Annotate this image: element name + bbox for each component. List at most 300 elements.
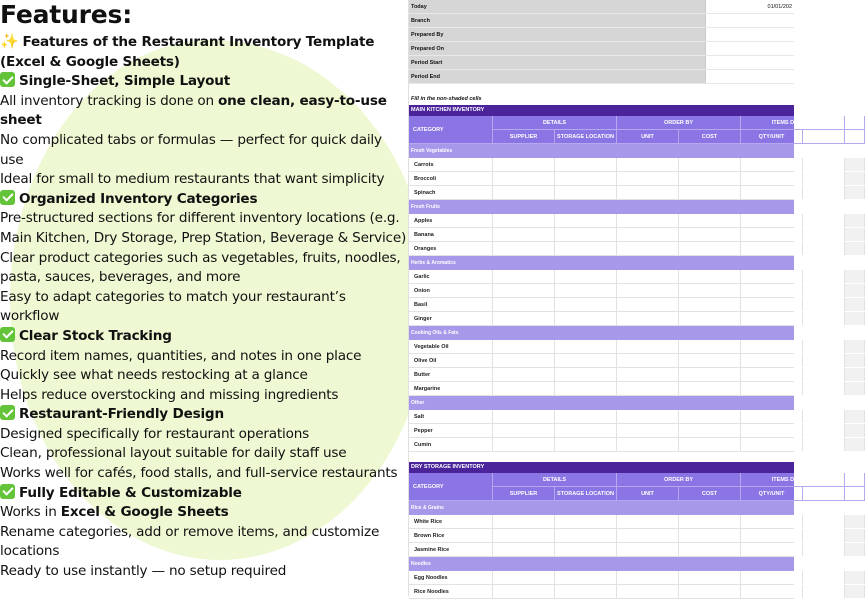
feature-list [0, 32, 408, 582]
edge-cell [845, 172, 865, 185]
feature-text: Helps reduce overstocking and missing ingredients [0, 386, 339, 403]
item-name-cell[interactable]: Vegetable Oil [409, 340, 493, 353]
input-cell[interactable] [493, 340, 555, 353]
input-cell[interactable] [617, 354, 679, 367]
input-cell[interactable] [555, 298, 617, 311]
input-cell[interactable] [741, 284, 803, 297]
inventory-sections [409, 105, 837, 599]
input-cell[interactable] [493, 228, 555, 241]
feature-text: Quickly see what needs restocking at a glance [0, 367, 308, 384]
input-cell[interactable] [555, 242, 617, 255]
feature-line [0, 425, 408, 445]
input-cell[interactable] [493, 585, 555, 598]
input-cell[interactable] [555, 312, 617, 325]
item-name-cell[interactable]: Brown Rice [409, 529, 493, 542]
input-cell[interactable] [493, 312, 555, 325]
header-details: DETAILS [493, 116, 617, 130]
edge-cell [845, 529, 865, 542]
feature-text: Rename categories, add or remove items, and customize locations [0, 523, 380, 560]
features-heading: Features: [0, 0, 133, 29]
table-row [409, 585, 794, 599]
feature-text: Ready to use instantly — no setup required [0, 563, 287, 580]
input-cell[interactable] [617, 571, 679, 584]
input-cell[interactable] [679, 340, 741, 353]
input-cell[interactable] [741, 242, 803, 255]
input-cell[interactable] [493, 270, 555, 283]
meta-row [409, 14, 794, 28]
input-cell[interactable] [617, 382, 679, 395]
input-cell[interactable] [555, 270, 617, 283]
category-row: Fresh Vegetables [409, 144, 794, 158]
input-cell[interactable] [493, 242, 555, 255]
item-name-cell[interactable]: Onion [409, 284, 493, 297]
input-cell[interactable] [555, 424, 617, 437]
input-cell[interactable] [617, 340, 679, 353]
feature-heading-text: Organized Inventory Categories [19, 190, 258, 207]
meta-value-cell[interactable] [705, 14, 794, 27]
item-name-cell[interactable]: Ginger [409, 312, 493, 325]
meta-row [409, 56, 794, 70]
feature-heading-text: Fully Editable & Customizable [19, 484, 242, 501]
feature-text: Easy to adapt categories to match your restaurant’s workflow [0, 288, 346, 325]
table-row [409, 354, 794, 368]
feature-line [0, 131, 408, 170]
input-cell[interactable] [803, 529, 845, 542]
feature-line [0, 444, 408, 464]
input-cell[interactable] [493, 284, 555, 297]
item-name-cell[interactable]: Broccoli [409, 172, 493, 185]
input-cell[interactable] [617, 312, 679, 325]
input-cell[interactable] [555, 158, 617, 171]
input-cell[interactable] [741, 515, 803, 528]
feature-heading-text: Restaurant-Friendly Design [19, 406, 224, 423]
input-cell[interactable] [803, 242, 845, 255]
table-row [409, 368, 794, 382]
input-cell[interactable] [493, 424, 555, 437]
item-name-cell[interactable]: Margarine [409, 382, 493, 395]
table-row [409, 186, 794, 200]
feature-line [0, 405, 408, 425]
header-order-by: ORDER BY [617, 473, 741, 487]
input-cell[interactable] [555, 571, 617, 584]
table-row [409, 172, 794, 186]
spreadsheet-preview [408, 0, 837, 596]
item-name-cell[interactable]: Apples [409, 214, 493, 227]
meta-row [409, 28, 794, 42]
feature-line [0, 386, 408, 406]
feature-line [0, 190, 408, 210]
check-icon [0, 327, 15, 342]
header-unit: UNIT [617, 130, 679, 144]
header-items-details: ITEMS DETAILS [741, 473, 845, 487]
feature-line [0, 288, 408, 327]
input-cell[interactable] [741, 340, 803, 353]
feature-text: Record item names, quantities, and notes in one place [0, 347, 362, 364]
meta-value-cell[interactable] [705, 28, 794, 41]
input-cell[interactable] [803, 382, 845, 395]
edge-cell [845, 438, 865, 451]
input-cell[interactable] [679, 382, 741, 395]
edge-cell [845, 368, 865, 381]
input-cell[interactable] [741, 270, 803, 283]
header-edge [845, 487, 865, 501]
feature-text: Works well for cafés, food stalls, and full-service restaurants [0, 465, 398, 482]
feature-line [0, 366, 408, 386]
input-cell[interactable] [679, 529, 741, 542]
feature-text: Designed specifically for restaurant operations [0, 425, 310, 442]
header-supplier: SUPPLIER [493, 130, 555, 144]
table-row [409, 228, 794, 242]
input-cell[interactable] [617, 410, 679, 423]
category-row: Herbs & Aromatics [409, 256, 794, 270]
input-cell[interactable] [679, 424, 741, 437]
feature-text: Ideal for small to medium restaurants that want simplicity [0, 171, 385, 188]
meta-label: Branch [409, 14, 705, 27]
input-cell[interactable] [741, 214, 803, 227]
input-cell[interactable] [493, 172, 555, 185]
feature-text: All inventory tracking is done on [0, 92, 219, 109]
input-cell[interactable] [741, 529, 803, 542]
edge-cell [845, 543, 865, 556]
header-items-details: ITEMS DETAILS [741, 116, 845, 130]
table-row [409, 284, 794, 298]
header-item-size: ITEM SIZE [803, 487, 845, 501]
feature-line [0, 327, 408, 347]
feature-line [0, 92, 408, 131]
meta-value-cell[interactable] [705, 56, 794, 69]
edge-cell [845, 284, 865, 297]
category-row: Cooking Oils & Fats [409, 326, 794, 340]
edge-cell [845, 228, 865, 241]
input-cell[interactable] [555, 368, 617, 381]
input-cell[interactable] [679, 438, 741, 451]
check-icon [0, 72, 15, 87]
edge-cell [845, 340, 865, 353]
table-row [409, 424, 794, 438]
input-cell[interactable] [493, 529, 555, 542]
feature-text: No complicated tabs or formulas — perfect for quick daily use [0, 131, 382, 168]
feature-text: Pre-structured sections for different inventory locations (e.g. Main Kitchen, Dry Storage, Prep Station, Beverage & Service) [0, 210, 407, 246]
input-cell[interactable] [493, 438, 555, 451]
check-icon [0, 190, 15, 205]
input-cell[interactable] [803, 424, 845, 437]
input-cell[interactable] [617, 529, 679, 542]
input-cell[interactable] [555, 340, 617, 353]
meta-block [409, 0, 794, 84]
feature-heading-text: Clear Stock Tracking [19, 327, 172, 344]
input-cell[interactable] [493, 354, 555, 367]
input-cell[interactable] [803, 158, 845, 171]
input-cell[interactable] [803, 585, 845, 598]
input-cell[interactable] [555, 284, 617, 297]
input-cell[interactable] [803, 172, 845, 185]
meta-row [409, 0, 794, 14]
header-cost: COST [679, 487, 741, 501]
item-name-cell[interactable]: Egg Noodles [409, 571, 493, 584]
input-cell[interactable] [555, 228, 617, 241]
table-row [409, 298, 794, 312]
edge-cell [845, 354, 865, 367]
item-name-cell[interactable]: Jasmine Rice [409, 543, 493, 556]
table-row [409, 543, 794, 557]
input-cell[interactable] [679, 284, 741, 297]
input-cell[interactable] [617, 172, 679, 185]
feature-line [0, 32, 408, 72]
input-cell[interactable] [741, 382, 803, 395]
input-cell[interactable] [741, 172, 803, 185]
input-cell[interactable] [741, 158, 803, 171]
item-name-cell[interactable]: Garlic [409, 270, 493, 283]
header-category: CATEGORY [409, 116, 493, 144]
input-cell[interactable] [741, 410, 803, 423]
item-name-cell[interactable]: Cumin [409, 438, 493, 451]
input-cell[interactable] [555, 186, 617, 199]
input-cell[interactable] [555, 585, 617, 598]
check-icon [0, 405, 15, 420]
input-cell[interactable] [741, 354, 803, 367]
item-name-cell[interactable]: Butter [409, 368, 493, 381]
input-cell[interactable] [617, 228, 679, 241]
meta-label: Prepared By [409, 28, 705, 41]
input-cell[interactable] [679, 270, 741, 283]
input-cell[interactable] [493, 186, 555, 199]
input-cell[interactable] [679, 585, 741, 598]
input-cell[interactable] [555, 354, 617, 367]
header-storage-location: STORAGE LOCATION [555, 487, 617, 501]
input-cell[interactable] [803, 312, 845, 325]
table-row [409, 438, 794, 452]
input-cell[interactable] [617, 186, 679, 199]
input-cell[interactable] [803, 410, 845, 423]
input-cell[interactable] [803, 228, 845, 241]
features-panel [0, 0, 408, 582]
feature-line [0, 523, 408, 562]
edge-cell [845, 424, 865, 437]
input-cell[interactable] [741, 424, 803, 437]
feature-text: Clean, professional layout suitable for daily staff use [0, 445, 347, 462]
input-cell[interactable] [555, 438, 617, 451]
input-cell[interactable] [679, 571, 741, 584]
item-name-cell[interactable]: Salt [409, 410, 493, 423]
input-cell[interactable] [617, 284, 679, 297]
edge-cell [845, 585, 865, 598]
input-cell[interactable] [617, 158, 679, 171]
check-icon [0, 484, 15, 499]
input-cell[interactable] [679, 410, 741, 423]
input-cell[interactable] [679, 228, 741, 241]
feature-line [0, 484, 408, 504]
input-cell[interactable] [617, 270, 679, 283]
input-cell[interactable] [679, 543, 741, 556]
input-cell[interactable] [803, 515, 845, 528]
feature-bold-text: Excel & Google Sheets [60, 504, 229, 521]
item-name-cell[interactable]: Basil [409, 298, 493, 311]
input-cell[interactable] [741, 228, 803, 241]
input-cell[interactable] [679, 158, 741, 171]
header-edge [845, 116, 865, 130]
feature-heading-text: Single-Sheet, Simple Layout [19, 73, 231, 90]
input-cell[interactable] [555, 543, 617, 556]
edge-cell [845, 298, 865, 311]
edge-cell [845, 242, 865, 255]
input-cell[interactable] [679, 312, 741, 325]
input-cell[interactable] [679, 172, 741, 185]
meta-label: Period End [409, 70, 705, 83]
item-name-cell[interactable]: Oranges [409, 242, 493, 255]
feature-text: Clear product categories such as vegetables, fruits, noodles, pasta, sauces, beverages, and more [0, 249, 401, 286]
input-cell[interactable] [493, 298, 555, 311]
input-cell[interactable] [803, 354, 845, 367]
input-cell[interactable] [741, 368, 803, 381]
input-cell[interactable] [493, 158, 555, 171]
table-header [409, 116, 837, 144]
input-cell[interactable] [803, 186, 845, 199]
input-cell[interactable] [493, 543, 555, 556]
meta-value-cell[interactable]: 01/01/202 [705, 0, 794, 13]
table-row [409, 214, 794, 228]
edge-cell [845, 312, 865, 325]
table-row [409, 382, 794, 396]
input-cell[interactable] [555, 172, 617, 185]
category-row: Fresh Fruits [409, 200, 794, 214]
feature-bold-text: one clean, easy-to-use sheet [0, 92, 387, 129]
input-cell[interactable] [493, 382, 555, 395]
table-row [409, 340, 794, 354]
input-cell[interactable] [803, 368, 845, 381]
input-cell[interactable] [679, 354, 741, 367]
edge-cell [845, 158, 865, 171]
feature-line [0, 249, 408, 288]
input-cell[interactable] [741, 186, 803, 199]
fill-hint: Fill in the non-shaded cells [411, 96, 482, 102]
input-cell[interactable] [803, 340, 845, 353]
input-cell[interactable] [803, 214, 845, 227]
item-name-cell[interactable]: Pepper [409, 424, 493, 437]
table-row [409, 515, 794, 529]
input-cell[interactable] [617, 438, 679, 451]
input-cell[interactable] [679, 515, 741, 528]
meta-label: Today [409, 0, 705, 13]
header-unit: UNIT [617, 487, 679, 501]
input-cell[interactable] [617, 515, 679, 528]
table-row [409, 242, 794, 256]
input-cell[interactable] [617, 543, 679, 556]
edge-cell [845, 186, 865, 199]
header-qty-unit: QTY/UNIT [741, 487, 803, 501]
meta-row [409, 70, 794, 84]
item-name-cell[interactable]: Banana [409, 228, 493, 241]
table-row [409, 158, 794, 172]
meta-label: Prepared On [409, 42, 705, 55]
table-row [409, 529, 794, 543]
input-cell[interactable] [555, 382, 617, 395]
feature-line [0, 72, 408, 92]
edge-cell [845, 571, 865, 584]
input-cell[interactable] [741, 438, 803, 451]
edge-cell [845, 410, 865, 423]
table-row [409, 270, 794, 284]
input-cell[interactable] [493, 515, 555, 528]
meta-value-cell[interactable] [705, 42, 794, 55]
header-cost: COST [679, 130, 741, 144]
category-row: Rice & Grains [409, 501, 794, 515]
sparkle-icon: ✨ [0, 32, 19, 50]
table-header [409, 473, 837, 501]
input-cell[interactable] [617, 585, 679, 598]
input-cell[interactable] [741, 298, 803, 311]
header-qty-unit: QTY/UNIT [741, 130, 803, 144]
input-cell[interactable] [679, 368, 741, 381]
meta-label: Period Start [409, 56, 705, 69]
header-supplier: SUPPLIER [493, 487, 555, 501]
header-storage-location: STORAGE LOCATION [555, 130, 617, 144]
input-cell[interactable] [493, 214, 555, 227]
input-cell[interactable] [617, 298, 679, 311]
edge-cell [845, 382, 865, 395]
header-order-by: ORDER BY [617, 116, 741, 130]
header-edge [845, 130, 865, 144]
item-name-cell[interactable]: Carrots [409, 158, 493, 171]
meta-value-cell[interactable] [705, 70, 794, 83]
header-edge [845, 473, 865, 487]
input-cell[interactable] [555, 515, 617, 528]
input-cell[interactable] [741, 312, 803, 325]
input-cell[interactable] [617, 242, 679, 255]
feature-line [0, 170, 408, 190]
input-cell[interactable] [493, 368, 555, 381]
input-cell[interactable] [803, 438, 845, 451]
input-cell[interactable] [617, 424, 679, 437]
input-cell[interactable] [803, 543, 845, 556]
header-details: DETAILS [493, 473, 617, 487]
input-cell[interactable] [741, 585, 803, 598]
item-name-cell[interactable]: Olive Oil [409, 354, 493, 367]
header-category: CATEGORY [409, 473, 493, 501]
input-cell[interactable] [803, 284, 845, 297]
edge-cell [845, 214, 865, 227]
header-item-size: ITEM SIZE [803, 130, 845, 144]
input-cell[interactable] [741, 571, 803, 584]
input-cell[interactable] [617, 214, 679, 227]
input-cell[interactable] [679, 214, 741, 227]
input-cell[interactable] [617, 368, 679, 381]
feature-line [0, 503, 408, 523]
item-name-cell[interactable]: Rice Noodles [409, 585, 493, 598]
edge-cell [845, 515, 865, 528]
input-cell[interactable] [555, 214, 617, 227]
item-name-cell[interactable]: White Rice [409, 515, 493, 528]
input-cell[interactable] [803, 571, 845, 584]
input-cell[interactable] [493, 410, 555, 423]
input-cell[interactable] [679, 186, 741, 199]
input-cell[interactable] [555, 410, 617, 423]
section-gap [409, 452, 794, 462]
feature-line [0, 562, 408, 582]
input-cell[interactable] [741, 543, 803, 556]
input-cell[interactable] [493, 571, 555, 584]
item-name-cell[interactable]: Spinach [409, 186, 493, 199]
input-cell[interactable] [803, 270, 845, 283]
category-row: Other [409, 396, 794, 410]
input-cell[interactable] [555, 529, 617, 542]
feature-line [0, 209, 408, 248]
input-cell[interactable] [679, 298, 741, 311]
input-cell[interactable] [679, 242, 741, 255]
feature-text: Works in [0, 504, 61, 521]
table-row [409, 410, 794, 424]
meta-row [409, 42, 794, 56]
input-cell[interactable] [803, 298, 845, 311]
